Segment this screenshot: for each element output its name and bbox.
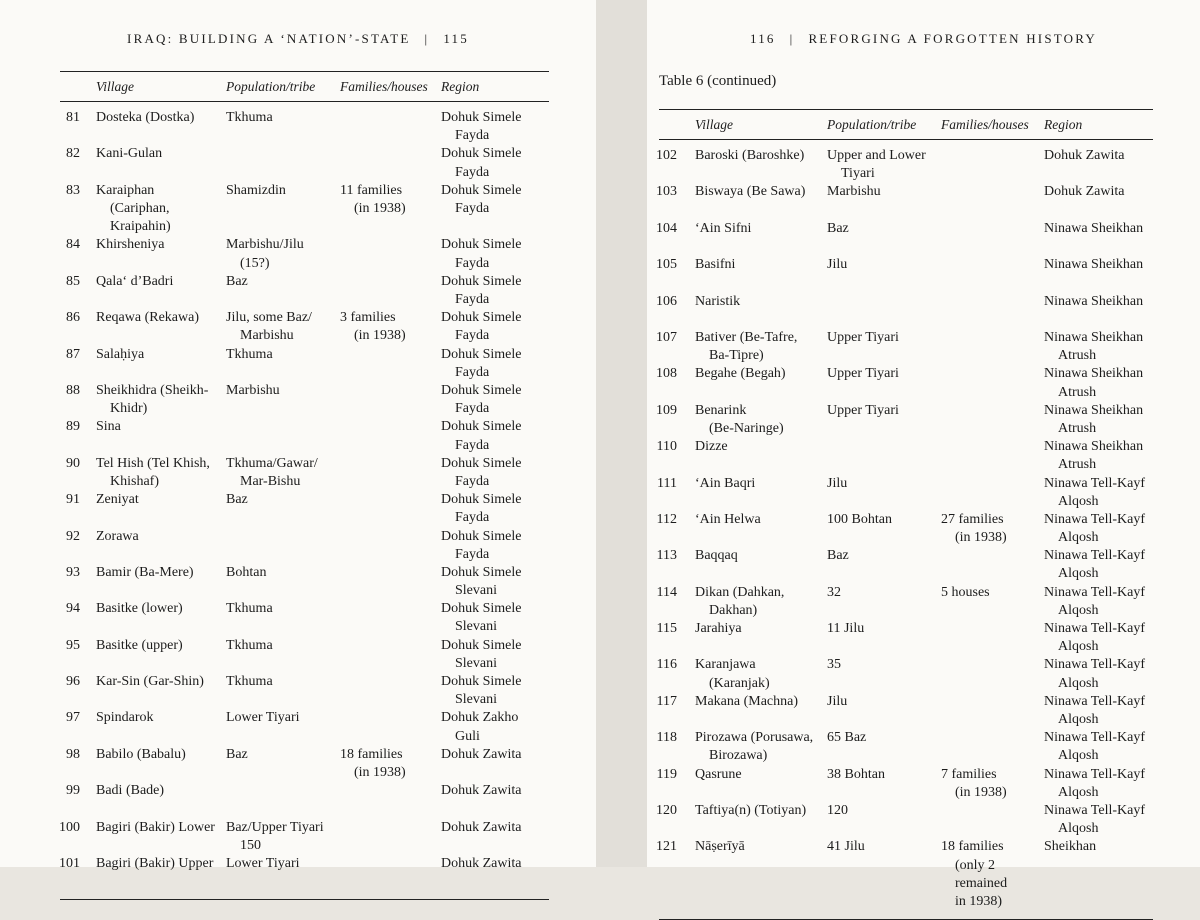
village-cell: ‘Ain Sifni <box>695 220 752 236</box>
region-cell: Dohuk Simele <box>441 492 522 508</box>
population-cell: Marbishu <box>240 328 294 344</box>
village-cell: Basitke (lower) <box>96 601 183 617</box>
population-cell: 100 Bohtan <box>827 511 892 527</box>
table-row <box>656 220 1153 256</box>
table-row <box>60 746 549 782</box>
table-row <box>656 511 1153 547</box>
table-row <box>60 528 549 564</box>
population-cell: Jilu <box>827 475 848 491</box>
region-cell: Dohuk Simele <box>441 346 522 362</box>
population-cell: 11 Jilu <box>827 621 865 637</box>
population-cell: Upper Tiyari <box>827 329 899 345</box>
region-cell: Dohuk Simele <box>441 382 522 398</box>
table-caption: Table 6 (continued) <box>659 73 777 89</box>
region-cell: Fayda <box>455 546 490 562</box>
village-cell: Begahe (Begah) <box>695 366 786 382</box>
row-number: 118 <box>656 730 677 746</box>
row-number: 99 <box>66 783 80 799</box>
village-cell: Kani-Gulan <box>96 146 163 162</box>
region-cell: Alqosh <box>1058 602 1099 618</box>
region-cell: Fayda <box>455 473 490 489</box>
table-row <box>60 109 549 145</box>
population-cell: 35 <box>827 657 841 673</box>
region-cell: Ninawa Sheikhan <box>1044 293 1144 309</box>
table-row <box>656 183 1153 219</box>
village-cell: Pirozawa (Porusawa, <box>695 730 814 746</box>
column-header-population: Population/tribe <box>226 79 316 94</box>
row-number: 97 <box>66 710 80 726</box>
table-header-row <box>659 110 1153 140</box>
row-number: 101 <box>59 856 80 872</box>
region-cell: Ninawa Tell-Kayf <box>1044 803 1146 819</box>
village-cell: Birozawa) <box>709 748 768 764</box>
table-row <box>656 547 1153 583</box>
running-header <box>647 31 1200 47</box>
population-cell: 38 Bohtan <box>827 766 885 782</box>
column-header-region: Region <box>441 79 480 94</box>
row-number: 87 <box>66 346 80 362</box>
table-row <box>656 256 1153 292</box>
row-number: 121 <box>656 839 677 855</box>
families-cell: in 1938) <box>955 894 1003 910</box>
population-cell: Baz <box>226 273 248 289</box>
region-cell: Fayda <box>455 328 490 344</box>
row-number: 85 <box>66 273 80 289</box>
table-row <box>60 855 549 891</box>
village-cell: Basitke (upper) <box>96 637 183 653</box>
region-cell: Dohuk Simele <box>441 182 522 198</box>
row-number: 102 <box>656 148 677 163</box>
population-cell: Baz <box>827 548 849 564</box>
region-cell: Ninawa Sheikhan <box>1044 220 1144 236</box>
village-cell: Kraipahin) <box>110 219 171 235</box>
population-cell: Marbishu/Jilu <box>226 237 304 253</box>
table-row <box>656 802 1153 838</box>
table-row <box>656 693 1153 729</box>
region-cell: Ninawa Tell-Kayf <box>1044 766 1146 782</box>
village-cell: Biswaya (Be Sawa) <box>695 184 806 200</box>
families-cell: 5 houses <box>941 584 990 600</box>
region-cell: Alqosh <box>1058 821 1099 837</box>
region-cell: Dohuk Zawita <box>441 819 522 835</box>
region-cell: Atrush <box>1058 420 1097 436</box>
column-header-families: Families/houses <box>941 117 1029 132</box>
header-separator: | <box>789 31 795 46</box>
column-header-families: Families/houses <box>340 79 428 94</box>
families-cell: (in 1938) <box>955 530 1007 546</box>
region-cell: Atrush <box>1058 384 1097 400</box>
region-cell: Ninawa Tell-Kayf <box>1044 657 1146 673</box>
village-table <box>60 71 549 900</box>
population-cell: Baz <box>226 746 248 762</box>
village-cell: Spindarok <box>96 710 154 726</box>
table-row <box>60 346 549 382</box>
table-row <box>60 491 549 527</box>
region-cell: Ninawa Tell-Kayf <box>1044 621 1146 637</box>
families-cell: (only 2 <box>955 857 996 873</box>
region-cell: Ninawa Sheikhan <box>1044 439 1144 455</box>
village-cell: Salaḥiya <box>96 346 145 362</box>
region-cell: Dohuk Simele <box>441 310 522 326</box>
region-cell: Alqosh <box>1058 493 1099 509</box>
region-cell: Sheikhan <box>1044 839 1097 855</box>
families-cell: (in 1938) <box>354 328 406 344</box>
region-cell: Dohuk Zawita <box>1044 184 1125 200</box>
table-header-row <box>60 72 549 102</box>
row-number: 111 <box>657 475 677 491</box>
column-header-population: Population/tribe <box>827 117 917 132</box>
population-cell: Tkhuma <box>226 601 273 617</box>
population-cell: Jilu <box>827 257 848 273</box>
header-separator: | <box>424 31 430 46</box>
region-cell: Fayda <box>455 510 490 526</box>
row-number: 93 <box>66 564 80 580</box>
region-cell: Ninawa Sheikhan <box>1044 366 1144 382</box>
population-cell: Tkhuma <box>226 346 273 362</box>
row-number: 84 <box>66 237 80 253</box>
table-row <box>60 309 549 345</box>
column-header-village: Village <box>695 117 733 132</box>
region-cell: Dohuk Simele <box>441 419 522 435</box>
village-cell: (Karanjak) <box>709 675 770 691</box>
row-number: 98 <box>66 746 80 762</box>
table-row <box>656 620 1153 656</box>
row-number: 116 <box>656 657 677 673</box>
region-cell: Fayda <box>455 364 490 380</box>
row-number: 86 <box>66 310 80 326</box>
village-cell: Khidr) <box>110 401 148 417</box>
village-cell: Kar-Sin (Gar-Shin) <box>96 674 204 690</box>
region-cell: Atrush <box>1058 348 1097 364</box>
population-cell: Jilu <box>827 693 848 709</box>
region-cell: Dohuk Simele <box>441 564 522 580</box>
village-cell: Sheikhidra (Sheikh- <box>96 382 209 398</box>
region-cell: Fayda <box>455 128 490 144</box>
population-cell: Upper and Lower <box>827 148 926 163</box>
table-row <box>60 564 549 600</box>
population-cell: Baz <box>226 492 248 508</box>
village-cell: (Be-Naringe) <box>709 420 784 436</box>
region-cell: Dohuk Simele <box>441 237 522 253</box>
region-cell: Ninawa Sheikhan <box>1044 257 1144 273</box>
row-number: 91 <box>66 492 80 508</box>
region-cell: Ninawa Tell-Kayf <box>1044 548 1146 564</box>
population-cell: Lower Tiyari <box>226 710 300 726</box>
village-cell: Baroski (Baroshke) <box>695 148 805 163</box>
village-cell: Bagiri (Bakir) Lower <box>96 819 215 835</box>
table-row <box>60 637 549 673</box>
region-cell: Alqosh <box>1058 784 1099 800</box>
population-cell: Shamizdin <box>226 182 286 198</box>
village-cell: Khirsheniya <box>96 237 165 253</box>
village-cell: Karanjawa <box>695 657 756 673</box>
families-cell: 3 families <box>340 310 396 326</box>
village-cell: Dizze <box>695 439 728 455</box>
village-cell: Dosteka (Dostka) <box>96 110 195 125</box>
region-cell: Dohuk Simele <box>441 637 522 653</box>
population-cell: 150 <box>240 837 261 853</box>
left-page <box>0 0 596 872</box>
village-table <box>656 109 1153 920</box>
village-cell: Baqqaq <box>695 548 738 564</box>
row-number: 117 <box>656 693 677 709</box>
population-cell: Tkhuma/Gawar/ <box>226 455 318 471</box>
table-body <box>60 109 549 899</box>
village-cell: Naristik <box>695 293 741 309</box>
region-cell: Ninawa Sheikhan <box>1044 402 1144 418</box>
village-cell: Dikan (Dahkan, <box>695 584 785 600</box>
families-cell: 18 families <box>340 746 403 762</box>
families-cell: (in 1938) <box>354 765 406 781</box>
families-cell: (in 1938) <box>955 784 1007 800</box>
region-cell: Alqosh <box>1058 639 1099 655</box>
population-cell: Lower Tiyari <box>226 856 300 872</box>
table-row <box>60 819 549 855</box>
village-cell: Benarink <box>695 402 747 418</box>
region-cell: Dohuk Simele <box>441 146 522 162</box>
row-number: 114 <box>656 584 677 600</box>
population-cell: Tkhuma <box>226 674 273 690</box>
row-number: 100 <box>59 819 80 835</box>
row-number: 94 <box>66 601 80 617</box>
families-cell: (in 1938) <box>354 200 406 216</box>
table-body <box>656 147 1153 919</box>
region-cell: Ninawa Tell-Kayf <box>1044 584 1146 600</box>
table-row <box>60 236 549 272</box>
families-cell: 11 families <box>340 182 403 198</box>
region-cell: Guli <box>455 728 480 744</box>
region-cell: Alqosh <box>1058 675 1099 691</box>
population-cell: Upper Tiyari <box>827 402 899 418</box>
row-number: 119 <box>656 766 677 782</box>
region-cell: Fayda <box>455 200 490 216</box>
region-cell: Dohuk Zawita <box>441 856 522 872</box>
row-number: 105 <box>656 257 677 273</box>
region-cell: Dohuk Zawita <box>1044 148 1125 163</box>
row-number: 109 <box>656 402 677 418</box>
region-cell: Slevani <box>455 619 497 635</box>
region-cell: Dohuk Zakho <box>441 710 519 726</box>
region-cell: Slevani <box>455 655 497 671</box>
population-cell: 32 <box>827 584 841 600</box>
region-cell: Slevani <box>455 692 497 708</box>
region-cell: Dohuk Zawita <box>441 746 522 762</box>
region-cell: Alqosh <box>1058 712 1099 728</box>
row-number: 110 <box>656 439 677 455</box>
population-cell: 120 <box>827 803 848 819</box>
region-cell: Dohuk Simele <box>441 674 522 690</box>
village-cell: Sina <box>96 419 121 435</box>
page-number: 115 <box>443 31 469 46</box>
region-cell: Fayda <box>455 291 490 307</box>
region-cell: Dohuk Simele <box>441 273 522 289</box>
population-cell: Baz/Upper Tiyari <box>226 819 324 835</box>
population-cell: Upper Tiyari <box>827 366 899 382</box>
column-header-village: Village <box>96 79 134 94</box>
table-row <box>60 182 549 237</box>
region-cell: Atrush <box>1058 457 1097 473</box>
population-cell: Marbishu <box>226 382 280 398</box>
table-row <box>60 273 549 309</box>
population-cell: Mar-Bishu <box>240 473 301 489</box>
header-title: REFORGING A FORGOTTEN HISTORY <box>808 31 1097 46</box>
population-cell: Bohtan <box>226 564 267 580</box>
region-cell: Dohuk Simele <box>441 601 522 617</box>
village-cell: Babilo (Babalu) <box>96 746 186 762</box>
region-cell: Ninawa Tell-Kayf <box>1044 730 1146 746</box>
book-gutter <box>596 0 647 867</box>
region-cell: Alqosh <box>1058 748 1099 764</box>
right-page <box>647 0 1200 910</box>
table-row <box>60 455 549 491</box>
table-row <box>656 293 1153 329</box>
row-number: 90 <box>66 455 80 471</box>
village-cell: Karaiphan <box>96 182 155 198</box>
region-cell: Ninawa Tell-Kayf <box>1044 475 1146 491</box>
region-cell: Dohuk Simele <box>441 110 522 125</box>
row-number: 106 <box>656 293 677 309</box>
region-cell: Fayda <box>455 164 490 180</box>
table-row <box>656 147 1153 183</box>
region-cell: Dohuk Simele <box>441 455 522 471</box>
region-cell: Slevani <box>455 583 497 599</box>
families-cell: 27 families <box>941 511 1004 527</box>
village-cell: Reqawa (Rekawa) <box>96 310 200 326</box>
village-cell: Bamir (Ba-Mere) <box>96 564 194 580</box>
row-number: 108 <box>656 366 677 382</box>
table-row <box>60 145 549 181</box>
village-cell: Taftiya(n) (Totiyan) <box>695 803 807 819</box>
village-cell: Tel Hish (Tel Khish, <box>96 455 210 471</box>
table-row <box>60 673 549 709</box>
table-row <box>60 600 549 636</box>
region-cell: Fayda <box>455 437 490 453</box>
village-cell: Ba-Tipre) <box>709 348 764 364</box>
table-row <box>656 329 1153 365</box>
population-cell: (15?) <box>240 255 270 271</box>
column-header-region: Region <box>1044 117 1083 132</box>
village-cell: Qasrune <box>695 766 742 782</box>
row-number: 120 <box>656 803 677 819</box>
running-header <box>0 31 596 47</box>
row-number: 82 <box>66 146 80 162</box>
village-cell: Qala‘ d’Badri <box>96 273 174 289</box>
population-cell: Tkhuma <box>226 110 273 125</box>
row-number: 95 <box>66 637 80 653</box>
table-row <box>659 475 1153 511</box>
village-cell: Zorawa <box>96 528 139 544</box>
region-cell: Alqosh <box>1058 530 1099 546</box>
region-cell: Dohuk Simele <box>441 528 522 544</box>
row-number: 107 <box>656 329 677 345</box>
row-number: 83 <box>66 182 80 198</box>
region-cell: Ninawa Tell-Kayf <box>1044 693 1146 709</box>
population-cell: Tiyari <box>841 166 875 182</box>
table-row <box>656 438 1153 474</box>
village-cell: Khishaf) <box>110 473 159 489</box>
table-row <box>60 382 549 418</box>
village-cell: (Cariphan, <box>110 200 170 216</box>
table-row <box>656 584 1153 620</box>
table-row <box>60 418 549 454</box>
table-row <box>656 656 1153 692</box>
table-row <box>656 402 1153 438</box>
row-number: 115 <box>656 621 677 637</box>
table-row <box>656 729 1153 765</box>
row-number: 92 <box>66 528 80 544</box>
region-cell: Ninawa Tell-Kayf <box>1044 511 1146 527</box>
population-cell: Tkhuma <box>226 637 273 653</box>
village-cell: ‘Ain Helwa <box>695 511 761 527</box>
row-number: 88 <box>66 382 80 398</box>
region-cell: Fayda <box>455 401 490 417</box>
table-row <box>656 766 1153 802</box>
families-cell: 7 families <box>941 766 997 782</box>
header-title: IRAQ: BUILDING A ‘NATION’-STATE <box>127 31 411 46</box>
population-cell: 41 Jilu <box>827 839 865 855</box>
row-number: 103 <box>656 184 677 200</box>
village-cell: Makana (Machna) <box>695 693 799 709</box>
population-cell: Baz <box>827 220 849 236</box>
village-cell: Badi (Bade) <box>96 783 165 799</box>
row-number: 113 <box>656 548 677 564</box>
row-number: 104 <box>656 220 677 236</box>
families-cell: remained <box>955 875 1008 891</box>
row-number: 112 <box>656 511 677 527</box>
population-cell: Jilu, some Baz/ <box>226 310 312 326</box>
village-cell: Dakhan) <box>709 602 758 618</box>
table-row <box>60 709 549 745</box>
page-number: 116 <box>750 31 776 46</box>
region-cell: Fayda <box>455 255 490 271</box>
row-number: 89 <box>66 419 80 435</box>
population-cell: Marbishu <box>827 184 881 200</box>
table-row <box>656 838 1153 911</box>
village-cell: Jarahiya <box>695 621 742 637</box>
table-row <box>656 365 1153 401</box>
table-row <box>60 782 549 818</box>
row-number: 81 <box>66 110 80 125</box>
village-cell: Bativer (Be-Tafre, <box>695 329 798 345</box>
region-cell: Dohuk Zawita <box>441 783 522 799</box>
region-cell: Alqosh <box>1058 566 1099 582</box>
village-cell: Nāṣerīyā <box>695 839 745 855</box>
village-cell: Zeniyat <box>96 492 139 508</box>
village-cell: ‘Ain Baqri <box>695 475 756 491</box>
row-number: 96 <box>66 674 80 690</box>
village-cell: Basifni <box>695 257 736 273</box>
village-cell: Bagiri (Bakir) Upper <box>96 856 214 872</box>
region-cell: Ninawa Sheikhan <box>1044 329 1144 345</box>
population-cell: 65 Baz <box>827 730 867 746</box>
families-cell: 18 families <box>941 839 1004 855</box>
